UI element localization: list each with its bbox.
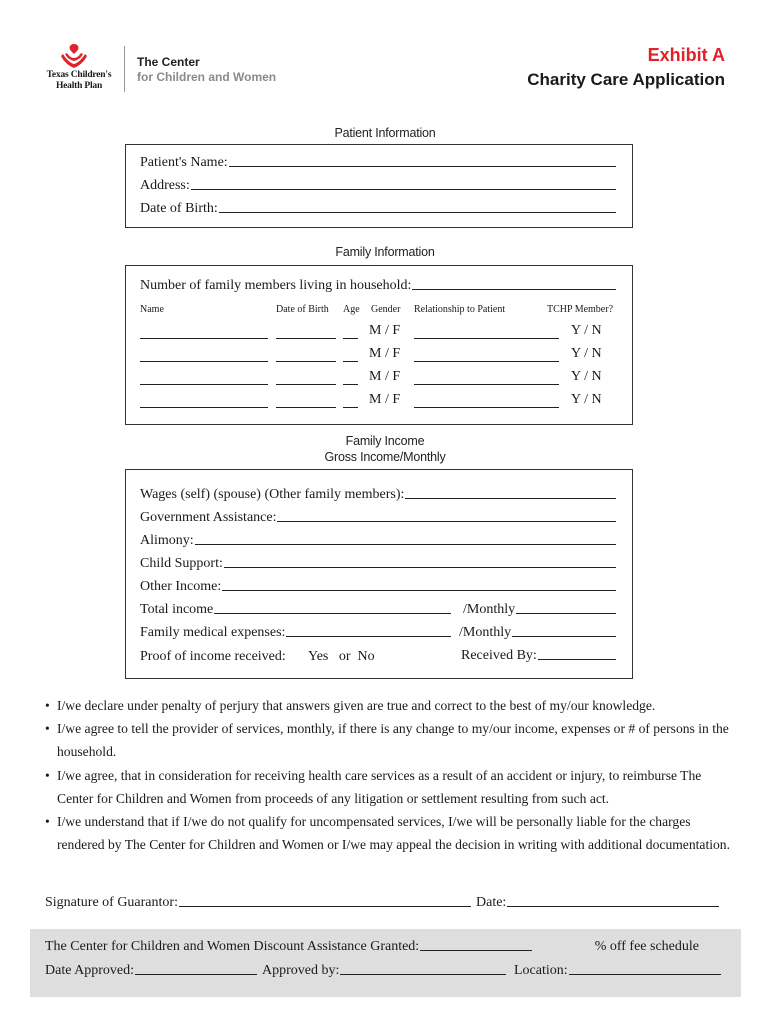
family-count-field[interactable]	[140, 278, 616, 294]
guarantor-signature-field[interactable]	[45, 895, 471, 911]
proof-income-label: Proof of income received:	[140, 649, 286, 664]
header-divider	[124, 46, 125, 92]
col-dob-header: Date of Birth	[276, 304, 329, 315]
declaration-item: • I/we agree, that in consideration for receiving health care services as a result of an accident or injury, to reimburse The Center for Children and Women from proceeds of any litigation or settlement resulting from such act.	[45, 764, 730, 810]
family-info-heading: Family Information	[335, 245, 435, 259]
exhibit-label: Exhibit A	[647, 45, 725, 65]
member-age-input[interactable]	[343, 407, 358, 408]
center-title: The Center	[137, 55, 200, 69]
family-info-box	[125, 265, 633, 425]
member-gender-option[interactable]: M / F	[369, 346, 401, 361]
member-relationship-input[interactable]	[414, 407, 559, 408]
approved-by-field[interactable]	[262, 963, 506, 979]
member-tchp-option[interactable]: Y / N	[571, 392, 602, 407]
col-relationship-header: Relationship to Patient	[414, 304, 506, 315]
member-gender-option[interactable]: M / F	[369, 323, 401, 338]
received-by-label: Received By:	[461, 648, 537, 663]
col-member-header: TCHP Member?	[547, 304, 614, 315]
family-income-subheading: Gross Income/Monthly	[324, 450, 446, 464]
member-dob-input[interactable]	[276, 361, 336, 362]
patient-info-heading: Patient Information	[334, 126, 436, 140]
guarantor-signature-label: Signature of Guarantor:	[45, 895, 178, 910]
medical-expenses-field[interactable]	[140, 625, 451, 641]
location-label: Location:	[514, 963, 568, 978]
address-field[interactable]	[140, 178, 616, 194]
declarations-list	[45, 694, 730, 856]
member-dob-input[interactable]	[276, 338, 336, 339]
location-field[interactable]	[514, 963, 721, 979]
signature-date-field[interactable]	[476, 895, 719, 911]
member-relationship-input[interactable]	[414, 338, 559, 339]
member-relationship-input[interactable]	[414, 384, 559, 385]
patient-info-box	[125, 144, 633, 228]
member-name-input[interactable]	[140, 384, 268, 385]
patient-name-label: Patient's Name:	[140, 155, 228, 170]
address-label: Address:	[140, 178, 190, 193]
member-gender-option[interactable]: M / F	[369, 392, 401, 407]
member-dob-input[interactable]	[276, 407, 336, 408]
wages-field[interactable]	[140, 487, 616, 503]
member-relationship-input[interactable]	[414, 361, 559, 362]
alimony-label: Alimony:	[140, 533, 194, 548]
wages-label: Wages (self) (spouse) (Other family members):	[140, 487, 405, 502]
approved-by-label: Approved by:	[262, 963, 340, 978]
medical-monthly-field[interactable]	[459, 625, 616, 641]
center-subtitle: for Children and Women	[137, 70, 277, 84]
fee-schedule-label: % off fee schedule	[594, 939, 699, 954]
family-count-label: Number of family members living in household:	[140, 278, 412, 293]
declaration-item: • I/we understand that if I/we do not qualify for uncompensated services, I/we will be personally liable for the charges rendered by The Center for Children and Women or I/we may appeal the decision in writing with additional documentation.	[45, 810, 730, 856]
child-support-label: Child Support:	[140, 556, 223, 571]
gov-assistance-field[interactable]	[140, 510, 616, 526]
child-support-field[interactable]	[140, 556, 616, 572]
proof-income-options[interactable]: Yes or No	[308, 649, 375, 664]
patient-name-field[interactable]	[140, 155, 616, 171]
alimony-field[interactable]	[140, 533, 616, 549]
family-income-box	[125, 469, 633, 679]
date-approved-field[interactable]	[45, 963, 257, 979]
col-name-header: Name	[140, 304, 164, 315]
member-tchp-option[interactable]: Y / N	[571, 369, 602, 384]
member-tchp-option[interactable]: Y / N	[571, 323, 602, 338]
patient-dob-label: Date of Birth:	[140, 201, 218, 216]
member-name-input[interactable]	[140, 361, 268, 362]
col-age-header: Age	[343, 304, 360, 315]
document-title: Charity Care Application	[527, 70, 725, 89]
member-age-input[interactable]	[343, 384, 358, 385]
date-approved-label: Date Approved:	[45, 963, 135, 978]
member-gender-option[interactable]: M / F	[369, 369, 401, 384]
heart-logo-icon	[58, 42, 90, 72]
declaration-item: • I/we agree to tell the provider of services, monthly, if there is any change to my/our income, expenses or # of persons in the household.	[45, 717, 730, 763]
family-income-heading: Family Income	[345, 434, 425, 448]
member-name-input[interactable]	[140, 338, 268, 339]
total-monthly-label: /Monthly	[463, 602, 516, 617]
fee-schedule-field[interactable]	[535, 939, 699, 955]
declaration-item: • I/we declare under penalty of perjury that answers given are true and correct to the best of my/our knowledge.	[45, 694, 730, 717]
other-income-field[interactable]	[140, 579, 616, 595]
member-dob-input[interactable]	[276, 384, 336, 385]
member-tchp-option[interactable]: Y / N	[571, 346, 602, 361]
org-name: Texas Children's Health Plan	[46, 70, 112, 91]
col-gender-header: Gender	[371, 304, 401, 315]
member-age-input[interactable]	[343, 338, 358, 339]
member-age-input[interactable]	[343, 361, 358, 362]
signature-date-label: Date:	[476, 895, 507, 910]
medical-expenses-label: Family medical expenses:	[140, 625, 286, 640]
total-monthly-field[interactable]	[463, 602, 616, 618]
office-use-box	[30, 929, 741, 997]
gov-assistance-label: Government Assistance:	[140, 510, 277, 525]
received-by-field[interactable]	[461, 648, 616, 664]
discount-granted-field[interactable]	[45, 939, 532, 955]
member-name-input[interactable]	[140, 407, 268, 408]
total-income-label: Total income	[140, 602, 214, 617]
patient-dob-field[interactable]	[140, 201, 616, 217]
other-income-label: Other Income:	[140, 579, 222, 594]
total-income-field[interactable]	[140, 602, 451, 618]
medical-monthly-label: /Monthly	[459, 625, 512, 640]
discount-granted-label: The Center for Children and Women Discount Assistance Granted:	[45, 939, 420, 954]
